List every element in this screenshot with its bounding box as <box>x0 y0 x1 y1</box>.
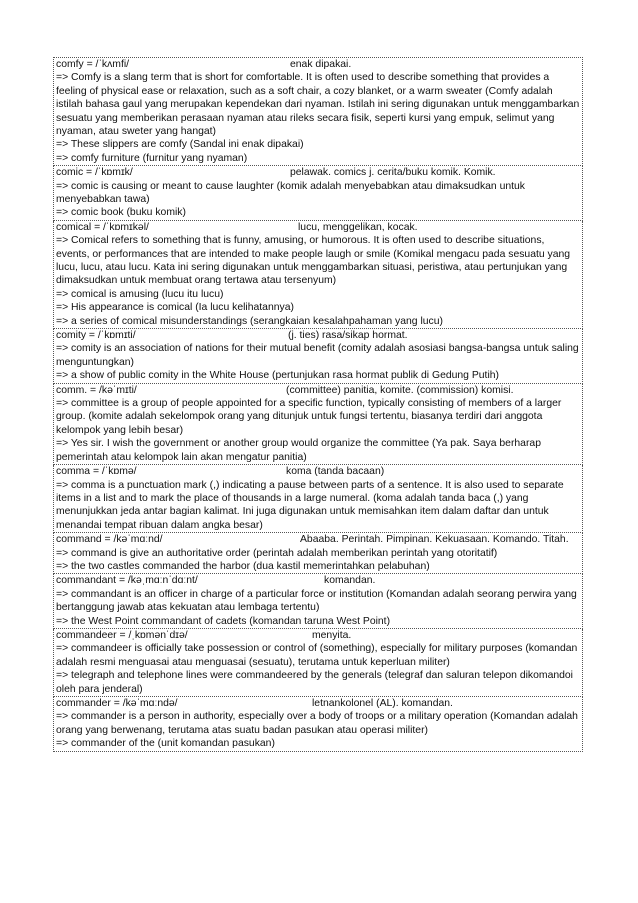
headword-pronunciation: commander = /kəˈmɑːndə/ <box>56 697 178 709</box>
entry-definition-line: => a show of public comity in the White House (pertunjukan rasa hormat publik di Gedung Putih) <box>56 370 499 382</box>
headword-pronunciation: comfy = /ˈkʌmfi/ <box>56 59 130 70</box>
headword-translation: Abaaba. Perintah. Pimpinan. Kekuasaan. Komando. Titah. <box>300 534 569 546</box>
dictionary-entry <box>53 465 583 533</box>
entry-definition-line: => committee is a group of people appointed for a specific function, typically consisting of members of a larger group. (komite adalah sekelompok orang yang ditunjuk untuk fungsi tertentu, biasanya terdiri dari anggota kelompok yang lebih besar) <box>56 398 562 436</box>
dictionary-entry <box>53 697 583 752</box>
entry-definition-line: => Comfy is a slang term that is short for comfortable. It is often used to describe something that provides a feeling of physical ease or relaxation, such as a soft chair, a cozy blanket, or a warm sweater (Comfy adalah istilah bahasa gaul yang merupakan kependekan dari nyaman. Istilah ini sering digunakan untuk menggambarkan sesuatu yang memberikan perasaan nyaman atau rileks secara fisik, seperti kursi yang empuk, selimut yang nyaman, atau sweter yang hangat) <box>56 72 580 138</box>
headword-pronunciation: comical = /ˈkɒmɪkəl/ <box>56 221 149 233</box>
entry-headword-row <box>56 533 580 546</box>
headword-translation: komandan. <box>324 575 376 587</box>
headword-pronunciation: command = /kəˈmɑːnd/ <box>56 534 163 546</box>
headword-pronunciation: comity = /ˈkɒmɪti/ <box>56 330 136 342</box>
headword-pronunciation: comm. = /kəˈmɪti/ <box>56 384 137 396</box>
dictionary-entry <box>53 629 583 697</box>
headword-translation: pelawak. comics j. cerita/buku komik. Komik. <box>290 167 496 179</box>
entry-definition-line: => Yes sir. I wish the government or another group would organize the committee (Ya pak. Saya berharap pemerintah atau kelompok lain akan mengatur panitia) <box>56 438 541 463</box>
entry-headword-row <box>56 384 580 397</box>
entry-headword-row <box>56 329 580 342</box>
dictionary-sheet <box>53 57 583 752</box>
dictionary-entry <box>53 57 583 166</box>
entry-definition-line: => His appearance is comical (Ia lucu kelihatannya) <box>56 302 294 314</box>
entry-definition-line: => comic book (buku komik) <box>56 207 186 219</box>
headword-pronunciation: comic = /ˈkɒmɪk/ <box>56 167 133 179</box>
entry-definition-line: => comfy furniture (furnitur yang nyaman) <box>56 152 248 164</box>
entry-headword-row <box>56 166 580 179</box>
entry-headword-row <box>56 465 580 478</box>
entry-definition-line: => the two castles commanded the harbor (dua kastil memerintahkan pelabuhan) <box>56 560 430 572</box>
entry-definition-line: => a series of comical misunderstandings (serangkaian kesalahpahaman yang lucu) <box>56 315 443 327</box>
entry-headword-row <box>56 629 580 642</box>
entry-definition-line: => comic is causing or meant to cause laughter (komik adalah menyebabkan atau dimaksudkan untuk menyebabkan tawa) <box>56 180 525 206</box>
headword-pronunciation: commandant = /kəˌmɑːnˈdɑːnt/ <box>56 575 198 587</box>
entry-definition-line: => comma is a punctuation mark (,) indicating a pause between parts of a sentence. It is also used to separate items in a list and to mark the place of thousands in a large numeral. (koma adalah tanda baca (,) yang menunjukkan jeda antar bagian kalimat. Ini juga digunakan untuk memisahkan item dalam daftar dan untuk menandai tempat ribuan dalam angka besar) <box>56 479 564 531</box>
headword-translation: enak dipakai. <box>290 59 352 70</box>
headword-translation: (j. ties) rasa/sikap hormat. <box>288 330 408 342</box>
dictionary-entry <box>53 533 583 574</box>
entry-definition-line: => commandant is an officer in charge of a particular force or institution (Komandan adalah seorang perwira yang bertanggung jawab atas kekuatan atau lembaga tertentu) <box>56 588 577 614</box>
headword-translation: (committee) panitia, komite. (commission) komisi. <box>286 384 514 396</box>
entry-headword-row <box>56 574 580 587</box>
dictionary-entry <box>53 574 583 629</box>
entry-definition-line: => commander of the (unit komandan pasukan) <box>56 738 275 750</box>
headword-translation: letnankolonel (AL). komandan. <box>312 697 453 709</box>
entry-definition-line: => telegraph and telephone lines were commandeered by the generals (telegraf dan saluran telepon dikomandoi oleh para jenderal) <box>56 670 573 695</box>
headword-translation: lucu, menggelikan, kocak. <box>298 221 418 233</box>
entry-definition-line: => commander is a person in authority, especially over a body of troops or a military operation (Komandan adalah orang yang berwenang, terutama atas suatu badan pasukan atau operasi militer) <box>56 711 578 736</box>
entry-definition-line: => the West Point commandant of cadets (komandan taruna West Point) <box>56 615 391 627</box>
dictionary-entry <box>53 329 583 384</box>
entry-definition-line: => command is give an authoritative order (perintah adalah memberikan perintah yang otoritatif) <box>56 547 498 559</box>
dictionary-entry <box>53 166 583 221</box>
entry-definition-line: => These slippers are comfy (Sandal ini enak dipakai) <box>56 139 304 151</box>
entry-headword-row <box>56 697 580 710</box>
headword-pronunciation: comma = /ˈkɒmə/ <box>56 466 137 478</box>
entry-definition-line: => Comical refers to something that is funny, amusing, or humorous. It is often used to describe situations, events, or performances that are intended to make people laugh or smile (Komikal mengacu pada sesuatu yang lucu, lucu, atau lucu. Kata ini sering digunakan untuk menggambarkan situasi, peristiwa, atau pertunjukan yang dimaksudkan untuk membuat orang tertawa atau tersenyum) <box>56 235 571 287</box>
headword-pronunciation: commandeer = /ˌkɒmənˈdɪə/ <box>56 629 188 641</box>
dictionary-entry <box>53 221 583 329</box>
entry-definition-line: => commandeer is officially take possession or control of (something), especially for military purposes (komandan adalah resmi menguasai atau menguasai (sesuatu), terutama untuk keperluan militer) <box>56 643 578 668</box>
headword-translation: menyita. <box>312 629 352 641</box>
dictionary-entry <box>53 384 583 465</box>
entry-headword-row <box>56 221 580 234</box>
entry-headword-row <box>56 58 580 71</box>
headword-translation: koma (tanda bacaan) <box>286 466 385 478</box>
entry-definition-line: => comity is an association of nations for their mutual benefit (comity adalah asosiasi bangsa-bangsa untuk saling menguntungkan) <box>56 343 579 368</box>
entry-definition-line: => comical is amusing (lucu itu lucu) <box>56 288 224 300</box>
